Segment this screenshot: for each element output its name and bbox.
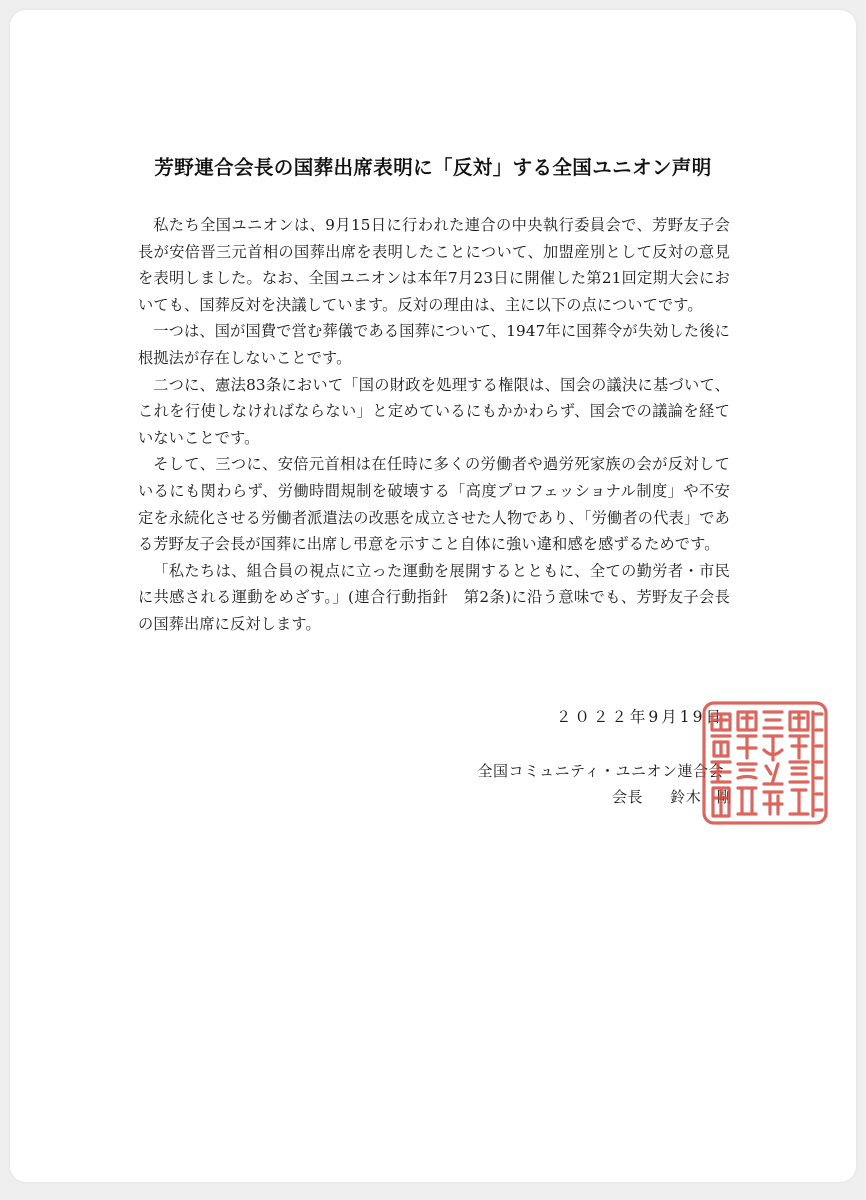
paragraph-conclusion: 「私たちは、組合員の視点に立った運動を展開するとともに、全ての勤労者・市民に共感される運動をめざす。」(連合行動指針 第2条)に沿う意味でも、芳野友子会長の国葬出席に反対します。 <box>138 561 730 633</box>
paragraph-reason-1: 一つは、国が国費で営む葬儀である国葬について、1947年に国葬令が失効した後に根拠法が存在しないことです。 <box>138 322 730 367</box>
paragraph-reason-2: 二つに、憲法83条において「国の財政を処理する権限は、国会の議決に基づいて、これを行使しなければならない」と定めているにもかかわらず、国会での議論を経ていないことです。 <box>138 375 730 447</box>
signer-name: 鈴木 剛 <box>670 788 733 806</box>
statement-body <box>138 212 730 638</box>
paragraph-reason-3: そして、三つに、安倍元首相は在任時に多くの労働者や過労死家族の会が反対しているにも関わらず、労働時間規制を破壊する「高度プロフェッショナル制度」や不安定を永続化させる労働者派遣法の改悪を成立させた人物であり、「労働者の代表」である芳野友子会長が国葬に出席し弔意を示すこと自体に強い違和感を感ずるためです。 <box>138 455 730 554</box>
official-seal-stamp <box>700 700 830 826</box>
document-title: 芳野連合会長の国葬出席表明に「反対」する全国ユニオン声明 <box>154 156 712 179</box>
statement-date: ２０２２年9月19日 <box>555 708 724 726</box>
organization-name: 全国コミュニティ・ユニオン連合会 <box>477 762 724 780</box>
signer-role: 会長 <box>612 788 644 806</box>
paragraph-intro: 私たち全国ユニオンは、9月15日に行われた連合の中央執行委員会で、芳野友子会長が安倍晋三元首相の国葬出席を表明したことについて、加盟産別として反対の意見を表明しました。なお、全国ユニオンは本年7月23日に開催した第21回定期大会においても、国葬反対を決議しています。反対の理由は、主に以下の点についてです。 <box>138 216 730 314</box>
